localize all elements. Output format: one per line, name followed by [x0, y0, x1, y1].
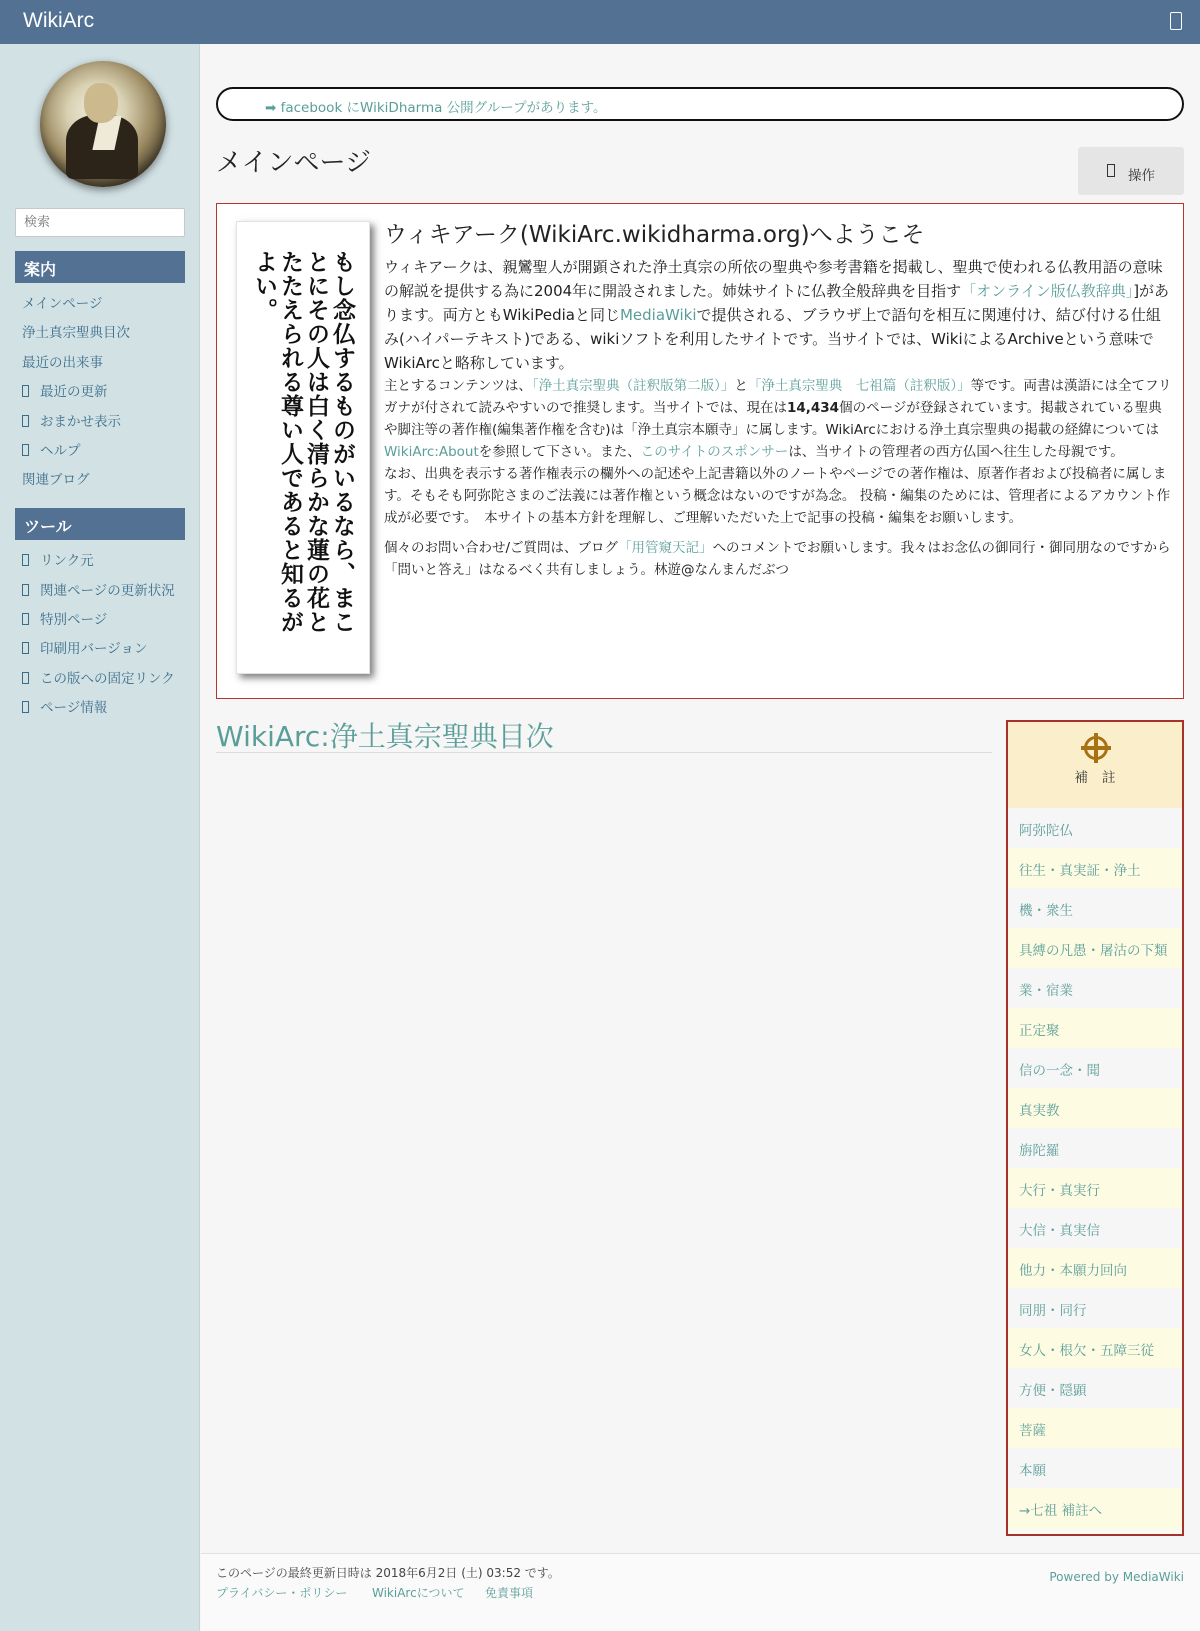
last-modified: このページの最終更新日時は 2018年6月2日 (土) 03:52 です。 — [216, 1566, 560, 1580]
hochu-item[interactable]: 業・宿業 — [1008, 968, 1182, 1008]
hochu-item[interactable]: 本願 — [1008, 1448, 1182, 1488]
welcome-paragraph-3: なお、出典を表示する著作権表示の欄外への記述や上記書籍以外のノートやページでの著作権は、原著作者および投稿者に属します。そもそも阿弥陀さまのご法義には著作権という概念はないのですが為念。 投稿・編集のためには、管理者によるアカウント作成が必要です。 本サイトの基本方針を理解し、ご理解いただいた上で記事の投稿・編集をお願いします。 — [384, 466, 1171, 526]
sidebar-item-label: 最近の更新 — [40, 384, 108, 400]
welcome-paragraph-4 — [384, 537, 1174, 581]
sidebar-item-recent-changes[interactable] — [22, 380, 108, 400]
footer — [201, 1553, 1200, 1631]
recent-changes-icon — [22, 385, 29, 397]
hochu-title: 補註 — [1074, 770, 1130, 786]
welcome-text — [384, 255, 1174, 581]
sidebar-item-label: リンク元 — [40, 553, 94, 569]
permalink-icon — [22, 672, 29, 684]
tools-heading: ツール — [15, 508, 185, 540]
text-run: 主とするコンテンツは、 — [384, 378, 532, 394]
text-run: 個のページが登録されています。掲載されている聖典や脚注等の著作権(編集著作権を含む)は「浄土真宗本願寺」に属します。WikiArcにおける浄土真宗聖典の掲載の経緯については — [384, 400, 1162, 438]
search-input[interactable] — [15, 208, 185, 237]
special-icon — [22, 613, 29, 625]
text-run: へのコメントでお願いします。我々はお念仏の御同行・御同朋なのですから「問いと答え」はなるべく共有しましょう。林遊@なんまんだぶつ — [384, 540, 1171, 578]
scroll-text: もし念仏するものがいるなら、まことにその人は白く清らかな蓮の花とたたえられる尊い人であると知るがよい。 — [251, 250, 356, 634]
top-bar — [0, 0, 1200, 44]
hochu-item[interactable]: 方便・隠顕 — [1008, 1368, 1182, 1408]
powered-by-mediawiki[interactable]: Powered by MediaWiki — [1049, 1570, 1184, 1584]
nav-heading: 案内 — [15, 251, 185, 283]
sidebar-item-label: おまかせ表示 — [40, 414, 121, 430]
mediawiki-link[interactable]: MediaWiki — [619, 306, 697, 324]
privacy-link[interactable]: プライバシー・ポリシー — [216, 1586, 348, 1600]
hochu-item[interactable]: 具縛の凡愚・屠沽の下類 — [1008, 928, 1182, 968]
sidebar-item-related-changes[interactable] — [22, 579, 175, 599]
hochu-header — [1008, 722, 1182, 808]
welcome-paragraph-2 — [384, 375, 1174, 463]
site-logo[interactable] — [40, 61, 166, 187]
hochu-item[interactable]: 往生・真実証・浄土 — [1008, 848, 1182, 888]
sidebar-item-printable[interactable] — [22, 637, 147, 657]
hochu-item[interactable]: 機・衆生 — [1008, 888, 1182, 928]
sidebar-item-what-links-here[interactable] — [22, 549, 94, 569]
info-icon — [22, 701, 29, 713]
sidebar-item-random[interactable] — [22, 410, 121, 430]
hochu-item[interactable]: 阿弥陀仏 — [1008, 808, 1182, 848]
hochu-item[interactable]: 信の一念・聞 — [1008, 1048, 1182, 1088]
hochu-box — [1006, 720, 1184, 1536]
hochu-item[interactable]: 真実教 — [1008, 1088, 1182, 1128]
disclaimer-link[interactable]: 免責事項 — [485, 1586, 534, 1600]
online-dictionary-link[interactable]: 「オンライン版仏教辞典」 — [961, 282, 1134, 300]
hochu-item-shichiso[interactable]: →七祖 補註へ — [1008, 1488, 1182, 1528]
menu-icon[interactable] — [1170, 12, 1182, 30]
toc-heading-link[interactable]: WikiArc:浄土真宗聖典目次 — [216, 715, 992, 753]
sidebar-item-seiten-toc[interactable]: 浄土真宗聖典目次 — [22, 325, 130, 341]
sidebar-item-current-events[interactable]: 最近の出来事 — [22, 355, 103, 371]
actions-icon — [1107, 164, 1115, 177]
facebook-group-link[interactable]: ➡ facebook にWikiDharma 公開グループがあります。 — [265, 100, 607, 116]
page-count: 14,434 — [786, 400, 840, 416]
shichiso-link[interactable]: 「浄土真宗聖典 七祖篇（註釈版）」 — [747, 378, 971, 394]
text-run: で提供される、ブラウザ上で語句を相互に関連付け、結び付ける仕組み(ハイパーテキスト)である、wikiソフトを利用したサイトです。当サイトでは、WikiによるArchiveという意味でWikiArcと略称しています。 — [384, 306, 1161, 372]
text-run: 等です。両書は漢語には全てフリガナが付されて読みやすいので推奨します。当サイトでは、現在は — [384, 378, 1172, 416]
hochu-item[interactable]: 旃陀羅 — [1008, 1128, 1182, 1168]
seiten-link[interactable]: 「浄土真宗聖典（註釈版第二版）」 — [531, 378, 735, 394]
sidebar-item-help[interactable] — [22, 439, 81, 459]
sidebar-item-label: 印刷用バージョン — [40, 641, 148, 657]
sidebar-item-page-info[interactable] — [22, 696, 107, 716]
page-title: メインページ — [216, 148, 371, 178]
hochu-item[interactable]: 同朋・同行 — [1008, 1288, 1182, 1328]
sidebar-item-permalink[interactable] — [22, 667, 175, 687]
sidebar-item-special-pages[interactable] — [22, 608, 107, 628]
about-wikiarc-link[interactable]: WikiArcについて — [372, 1586, 465, 1600]
hochu-item[interactable]: 他力・本願力回向 — [1008, 1248, 1182, 1288]
sidebar-item-related-blog[interactable]: 関連ブログ — [22, 472, 90, 488]
sidebar-item-main-page[interactable]: メインページ — [22, 296, 103, 312]
actions-label: 操作 — [1128, 168, 1155, 184]
hochu-item[interactable]: 正定聚 — [1008, 1008, 1182, 1048]
actions-button[interactable] — [1078, 147, 1184, 195]
site-title-link[interactable]: WikiArc — [23, 9, 95, 32]
sponsor-link[interactable]: このサイトのスポンサー — [640, 444, 789, 460]
sidebar-item-label: 特別ページ — [40, 612, 108, 628]
about-link[interactable]: WikiArc:About — [384, 444, 479, 460]
blog-link[interactable]: 「用管窺天記」 — [618, 540, 713, 556]
text-run: ]があります。両方ともWikiPediaと同じ — [384, 282, 1170, 324]
print-icon — [22, 642, 29, 654]
hochu-item[interactable]: 大信・真実信 — [1008, 1208, 1182, 1248]
link-icon — [22, 554, 29, 566]
sidebar-item-label: ヘルプ — [40, 443, 81, 459]
welcome-heading: ウィキアーク(WikiArc.wikidharma.org)へようこそ — [384, 222, 925, 248]
hochu-item[interactable]: 女人・根欠・五障三従 — [1008, 1328, 1182, 1368]
related-changes-icon — [22, 584, 29, 596]
hochu-item[interactable]: 大行・真実行 — [1008, 1168, 1182, 1208]
welcome-paragraph-1 — [384, 255, 1174, 375]
dharma-wheel-icon — [1084, 736, 1108, 760]
welcome-box — [216, 203, 1184, 699]
random-icon — [22, 415, 29, 427]
text-run: ウィキアークは、親鸞聖人が開顕された浄土真宗の所依の聖典や参考書籍を掲載し、聖典で使われる仏教用語の意味の解説を提供する為に2004年に開設されました。姉妹サイトに仏教全般辞典を目指す — [384, 258, 1163, 300]
sidebar — [0, 44, 200, 1631]
hochu-item[interactable]: 菩薩 — [1008, 1408, 1182, 1448]
text-run: 個々のお問い合わせ/ご質問は、ブログ — [384, 540, 619, 556]
facebook-banner — [216, 87, 1184, 121]
help-icon — [22, 444, 29, 456]
sidebar-item-label: 関連ページの更新状況 — [40, 583, 175, 599]
logo-face — [84, 83, 118, 123]
calligraphy-scroll — [236, 221, 370, 674]
text-run: を参照して下さい。また、 — [478, 444, 641, 460]
sidebar-item-label: ページ情報 — [40, 700, 108, 716]
text-run: と — [734, 378, 748, 394]
text-run: は、当サイトの管理者の西方仏国へ往生した母親です。 — [788, 444, 1124, 460]
sidebar-item-label: この版への固定リンク — [40, 671, 175, 687]
